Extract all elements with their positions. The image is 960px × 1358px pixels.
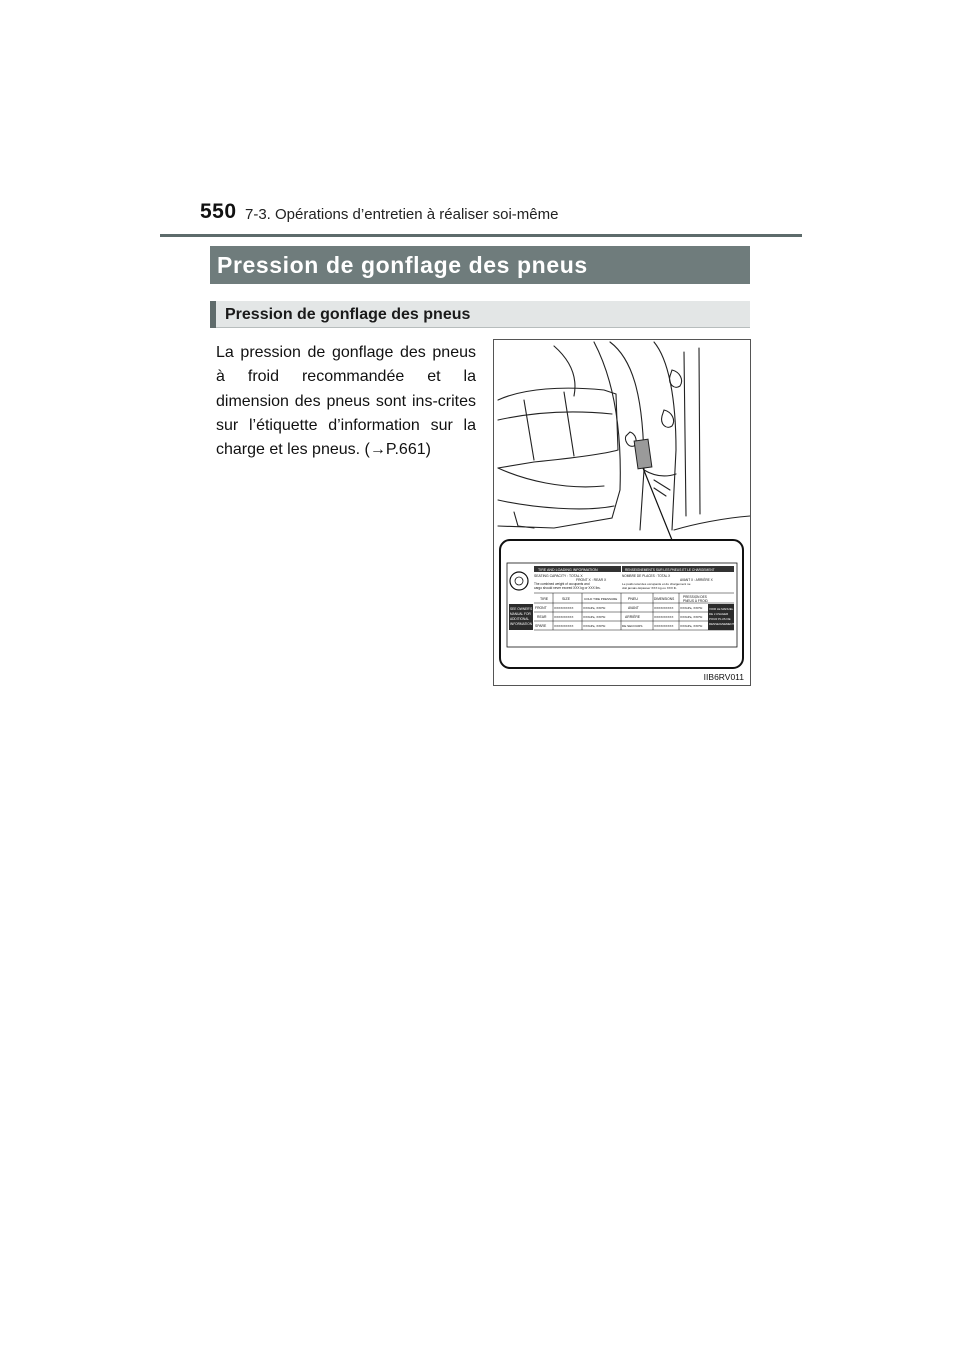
svg-text:XXXkPa, XXPSI: XXXkPa, XXPSI xyxy=(583,624,606,628)
svg-text:XXXX/XXXXX: XXXX/XXXXX xyxy=(654,615,674,619)
header-divider xyxy=(160,234,802,237)
col-dimensions: DIMENSIONS xyxy=(654,597,675,601)
car-interior-drawing xyxy=(498,342,750,530)
col-pressure: COLD TIRE PRESSURE xyxy=(584,597,618,601)
subsection-accent xyxy=(210,301,216,328)
col-size: SIZE xyxy=(562,597,570,601)
svg-text:XXXkPa, XXPSI: XXXkPa, XXPSI xyxy=(583,615,606,619)
tire-info-label xyxy=(507,563,737,647)
body-paragraph: La pression de gonflage des pneus à froid recommandée et la dimension des pneus sont ins-crites sur l’étiquette d’information sur la charge et les pneus. (→P.661) xyxy=(216,344,476,459)
label-title-en: TIRE AND LOADING INFORMATION xyxy=(538,568,598,572)
callout-leader-line xyxy=(643,468,672,540)
tire-label-illustration xyxy=(494,340,750,685)
weight-en-2: cargo should never exceed XXX kg or XXX lbs. xyxy=(534,586,601,590)
svg-text:FRONT: FRONT xyxy=(535,606,547,610)
svg-text:XXXX/XXXXX: XXXX/XXXXX xyxy=(554,624,574,628)
svg-text:DE SECOURS: DE SECOURS xyxy=(622,624,643,628)
side-fr-4: RENSEIGNEMENTS xyxy=(709,622,737,626)
col-pression-1: PRESSION DES xyxy=(683,595,707,599)
label-title-fr: RENSEIGNEMENTS SUR LES PNEUS ET LE CHARGEMENT xyxy=(625,568,715,572)
weight-fr-2: doit jamais dépasser XXX kg ou XXX lb. xyxy=(622,586,678,590)
seating-detail-fr: AVANT X : ARRIÈRE X xyxy=(680,578,713,582)
svg-text:XXXX/XXXXX: XXXX/XXXXX xyxy=(654,624,674,628)
col-pression-2: PNEUS À FROID xyxy=(683,599,708,603)
svg-text:REAR: REAR xyxy=(537,615,547,619)
svg-text:SPARE: SPARE xyxy=(535,624,547,628)
svg-text:XXXX/XXXXX: XXXX/XXXXX xyxy=(554,606,574,610)
seating-en: SEATING CAPACITY : TOTAL X xyxy=(534,574,583,578)
svg-text:XXXkPa, XXPSI: XXXkPa, XXPSI xyxy=(583,606,606,610)
chapter-title: 7-3. Opérations d’entretien à réaliser soi-même xyxy=(245,206,559,223)
tire-label-figure xyxy=(493,339,751,686)
label-sticker-mark xyxy=(634,439,652,469)
side-fr-1: VOIR LE MANUEL xyxy=(709,607,734,611)
col-tire: TIRE xyxy=(540,597,549,601)
side-en-3: ADDITIONAL xyxy=(510,617,530,621)
subsection-title: Pression de gonflage des pneus xyxy=(225,306,471,323)
section-title: Pression de gonflage des pneus xyxy=(210,246,750,284)
svg-text:ARRIÈRE: ARRIÈRE xyxy=(625,615,641,619)
svg-text:XXXkPa, XXPSI: XXXkPa, XXPSI xyxy=(680,606,703,610)
svg-text:XXXX/XXXXX: XXXX/XXXXX xyxy=(554,615,574,619)
seating-fr: NOMBRE DE PLACES : TOTAL X xyxy=(622,574,671,578)
weight-en-1: The combined weight of occupants and xyxy=(534,582,590,586)
svg-text:XXXkPa, XXPSI: XXXkPa, XXPSI xyxy=(680,615,703,619)
subsection-bar xyxy=(210,301,750,328)
col-pneu: PNEU xyxy=(628,597,638,601)
side-en-1: SEE OWNER'S xyxy=(510,607,533,611)
svg-text:XXXX/XXXXX: XXXX/XXXXX xyxy=(654,606,674,610)
page-number: 550 xyxy=(200,200,237,223)
figure-code: IIB6RV011 xyxy=(703,672,744,682)
side-en-2: MANUAL FOR xyxy=(510,612,531,616)
svg-text:AVANT: AVANT xyxy=(628,606,639,610)
seating-detail-en: FRONT X : REAR X xyxy=(576,578,607,582)
side-fr-3: POUR PLUS DE xyxy=(709,617,731,621)
side-fr-2: DE L'USAGER xyxy=(709,612,729,616)
weight-fr-1: Le poids total des occupants et du chargement ne xyxy=(622,582,691,586)
svg-text:XXXkPa, XXPSI: XXXkPa, XXPSI xyxy=(680,624,703,628)
side-en-4: INFORMATION xyxy=(510,622,533,626)
